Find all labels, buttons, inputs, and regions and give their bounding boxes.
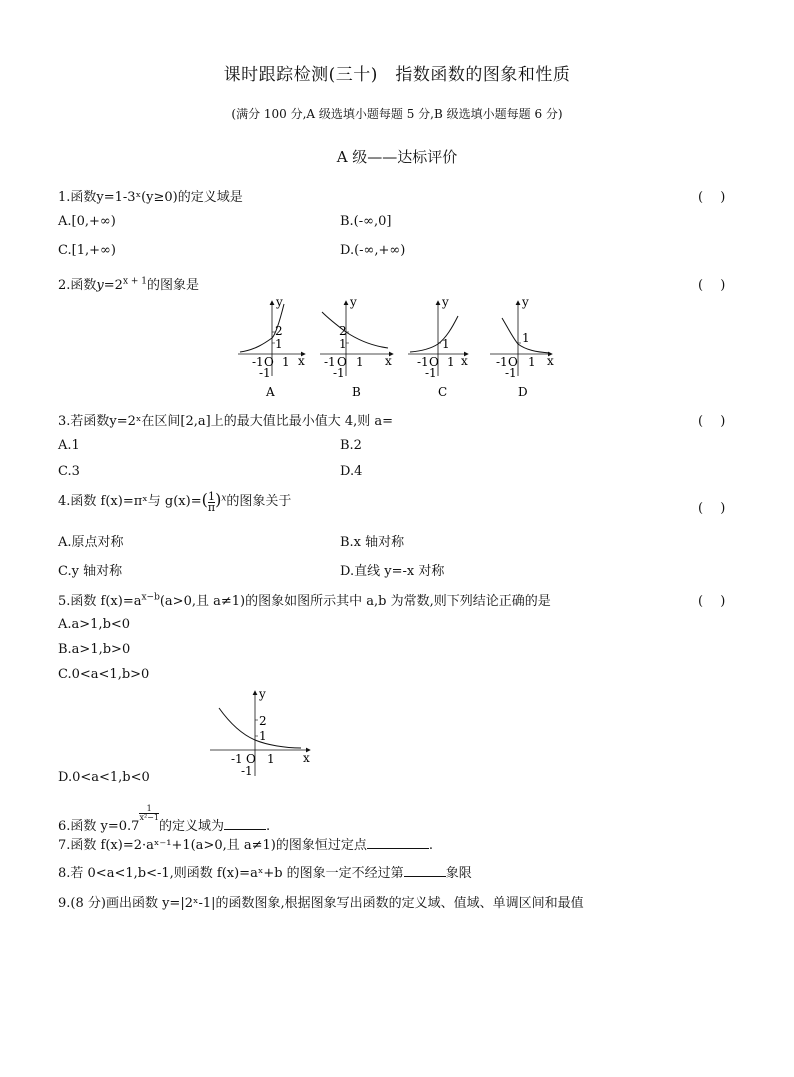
question-2-answer-paren: ( ) [698, 278, 726, 293]
graph-c-origin: O [429, 355, 439, 369]
question-4-stem [58, 490, 291, 513]
graph-a-tick-x1: 1 [282, 355, 290, 369]
question-1-option-a: A.[0,+∞) [58, 214, 116, 229]
graph-d [490, 298, 554, 399]
question-4-stem-prefix: 4.函数 f(x)=πˣ与 g(x)= [58, 494, 202, 509]
graph-b-origin: O [337, 355, 347, 369]
graph-d-x-label: x [547, 354, 554, 368]
graph-b-tick-1: 1 [339, 337, 347, 351]
question-4-answer-paren: ( ) [698, 501, 726, 516]
question-3-answer-paren: ( ) [698, 414, 726, 429]
question-5-stem-prefix: 5.函数 f(x)=a [58, 594, 142, 609]
graph-b-x-label: x [385, 354, 392, 368]
q5-graph-y-label: y [259, 688, 266, 701]
graph-a-tick-1: 1 [275, 337, 283, 351]
graph-b-tick-neg1: -1 [324, 355, 336, 369]
q5-graph-x-label: x [303, 751, 310, 765]
question-3-option-b: B.2 [340, 438, 362, 453]
graph-a-tick-neg1: -1 [252, 355, 264, 369]
fraction-1-over-pi-power-x: ( $\frac{1}{\pi}$ )$^x$ [201, 489, 227, 514]
question-1-option-d: D.(-∞,+∞) [340, 243, 406, 258]
question-5-option-a: A.a>1,b<0 [58, 617, 131, 632]
question-2-stem: 2.函数$y=2^{x + 1}$的图象是 [58, 276, 200, 293]
graph-a-x-label: x [298, 354, 305, 368]
question-3-option-c: C.3 [58, 464, 80, 479]
q5-graph-tick-1: 1 [259, 729, 267, 743]
question-5-stem-suffix: (a>0,且 a≠1)的图象如图所示其中 a,b 为常数,则下列结论正确的是 [159, 594, 551, 609]
graph-d-origin: O [508, 355, 518, 369]
graph-d-tick-neg1: -1 [496, 355, 508, 369]
question-6-stem-prefix: 6.函数 y=0.7 [58, 819, 140, 834]
graph-a-label: A [266, 385, 275, 399]
question-5-graph [205, 688, 315, 780]
exponent-x-plus-1: x + 1 [122, 276, 148, 287]
question-2-stem-suffix: 的图象是 [147, 278, 200, 293]
graph-d-tick-1: 1 [522, 331, 530, 345]
graph-c-tick-neg1: -1 [417, 355, 429, 369]
question-7-stem: 7.函数 f(x)=2·aˣ⁻¹+1(a>0,且 a≠1)的图象恒过定点 . [58, 838, 433, 853]
question-1-option-c: C.[1,+∞) [58, 243, 116, 258]
question-4-option-d: D.直线 y=-x 对称 [340, 564, 445, 579]
q5-graph-tick-2: 2 [259, 714, 267, 728]
graph-c-tick-x1: 1 [447, 355, 455, 369]
question-8-stem-suffix: 象限 [445, 866, 472, 881]
question-6-stem-suffix: 的定义域为 [158, 819, 224, 834]
graph-c-x-label: x [461, 354, 468, 368]
question-8-stem [58, 862, 472, 881]
graph-b-label: B [352, 385, 361, 399]
question-2-stem-prefix: 2.函数 [58, 278, 97, 293]
exponent-x-minus-b: x−b [141, 592, 160, 603]
q5-graph-tick-neg1: -1 [231, 752, 243, 766]
graph-a-tick-2: 2 [275, 324, 283, 338]
graph-c-label: C [438, 385, 448, 399]
exponent-1-over-x2-minus-1: 1 x²−1 [139, 804, 159, 822]
graph-d-tick-yneg1: -1 [505, 366, 517, 380]
graph-c [408, 298, 468, 399]
graph-b-tick-yneg1: -1 [333, 366, 345, 380]
question-5-option-b: B.a>1,b>0 [58, 642, 131, 657]
graph-d-y-label: y [522, 298, 529, 309]
question-4-stem-suffix: 的图象关于 [226, 494, 292, 509]
graph-a-y-label: y [276, 298, 283, 309]
question-8-answer-blank[interactable] [404, 864, 446, 877]
question-3-stem: 3.若函数y=2ˣ在区间[2,a]上的最大值比最小值大 4,则 a= [58, 414, 394, 429]
page-title: 课时跟踪检测(三十) 指数函数的图象和性质 [223, 65, 571, 85]
question-4-option-a: A.原点对称 [58, 535, 124, 550]
question-5-answer-paren: ( ) [698, 594, 726, 609]
question-1-answer-paren: ( ) [698, 190, 726, 205]
graph-c-y-label: y [442, 298, 449, 309]
question-7-stem-text: 7.函数 f(x)=2·aˣ⁻¹+1(a>0,且 a≠1)的图象恒过定点 [58, 838, 367, 853]
question-4-option-b: B.x 轴对称 [340, 535, 405, 550]
graph-d-tick-x1: 1 [528, 355, 536, 369]
graph-b-tick-2: 2 [339, 324, 347, 338]
question-5-option-d: D.0<a<1,b<0 [58, 770, 150, 785]
graph-c-tick-1: 1 [442, 337, 450, 351]
question-3-option-a: A.1 [58, 438, 80, 453]
q5-graph-tick-x1: 1 [267, 752, 275, 766]
page-subtitle: (满分 100 分,A 级选填小题每题 5 分,B 级选填小题每题 6 分) [231, 107, 563, 121]
question-5-stem [58, 590, 551, 609]
question-1-stem: 1.函数y=1-3ˣ(y≥0)的定义域是 [58, 190, 243, 205]
graph-b-tick-x1: 1 [356, 355, 364, 369]
question-5-option-c: C.0<a<1,b>0 [58, 667, 150, 682]
question-4-option-c: C.y 轴对称 [58, 564, 123, 579]
graph-a [238, 298, 305, 399]
question-1-option-b: B.(-∞,0] [340, 214, 392, 229]
graph-d-label: D [518, 385, 528, 399]
graph-b-y-label: y [350, 298, 357, 309]
question-6-stem: 6.函数 y=0.7 $^{\frac{1}{\text{x²−1}}}$ 的定义域为 . [58, 804, 271, 834]
section-heading: A 级——达标评价 [336, 148, 458, 166]
question-7-answer-blank[interactable] [367, 836, 429, 849]
question-8-stem-prefix: 8.若 0<a<1,b<-1,则函数 f(x)=aˣ+b 的图象一定不经过第 [58, 866, 404, 881]
graph-c-tick-yneg1: -1 [425, 366, 437, 380]
q5-graph-tick-yneg1: -1 [241, 764, 253, 778]
question-2-graphs [230, 298, 570, 400]
q5-graph-origin: O [246, 752, 256, 766]
graph-a-origin: O [264, 355, 274, 369]
graph-a-tick-yneg1: -1 [259, 366, 271, 380]
var-y: y [96, 278, 104, 293]
question-9-stem: 9.(8 分)画出函数 y=|2ˣ-1|的函数图象,根据图象写出函数的定义域、值域、单调区间和最值 [58, 896, 584, 911]
question-6-answer-blank[interactable] [224, 817, 266, 830]
graph-b [320, 298, 393, 399]
question-3-option-d: D.4 [340, 464, 363, 479]
